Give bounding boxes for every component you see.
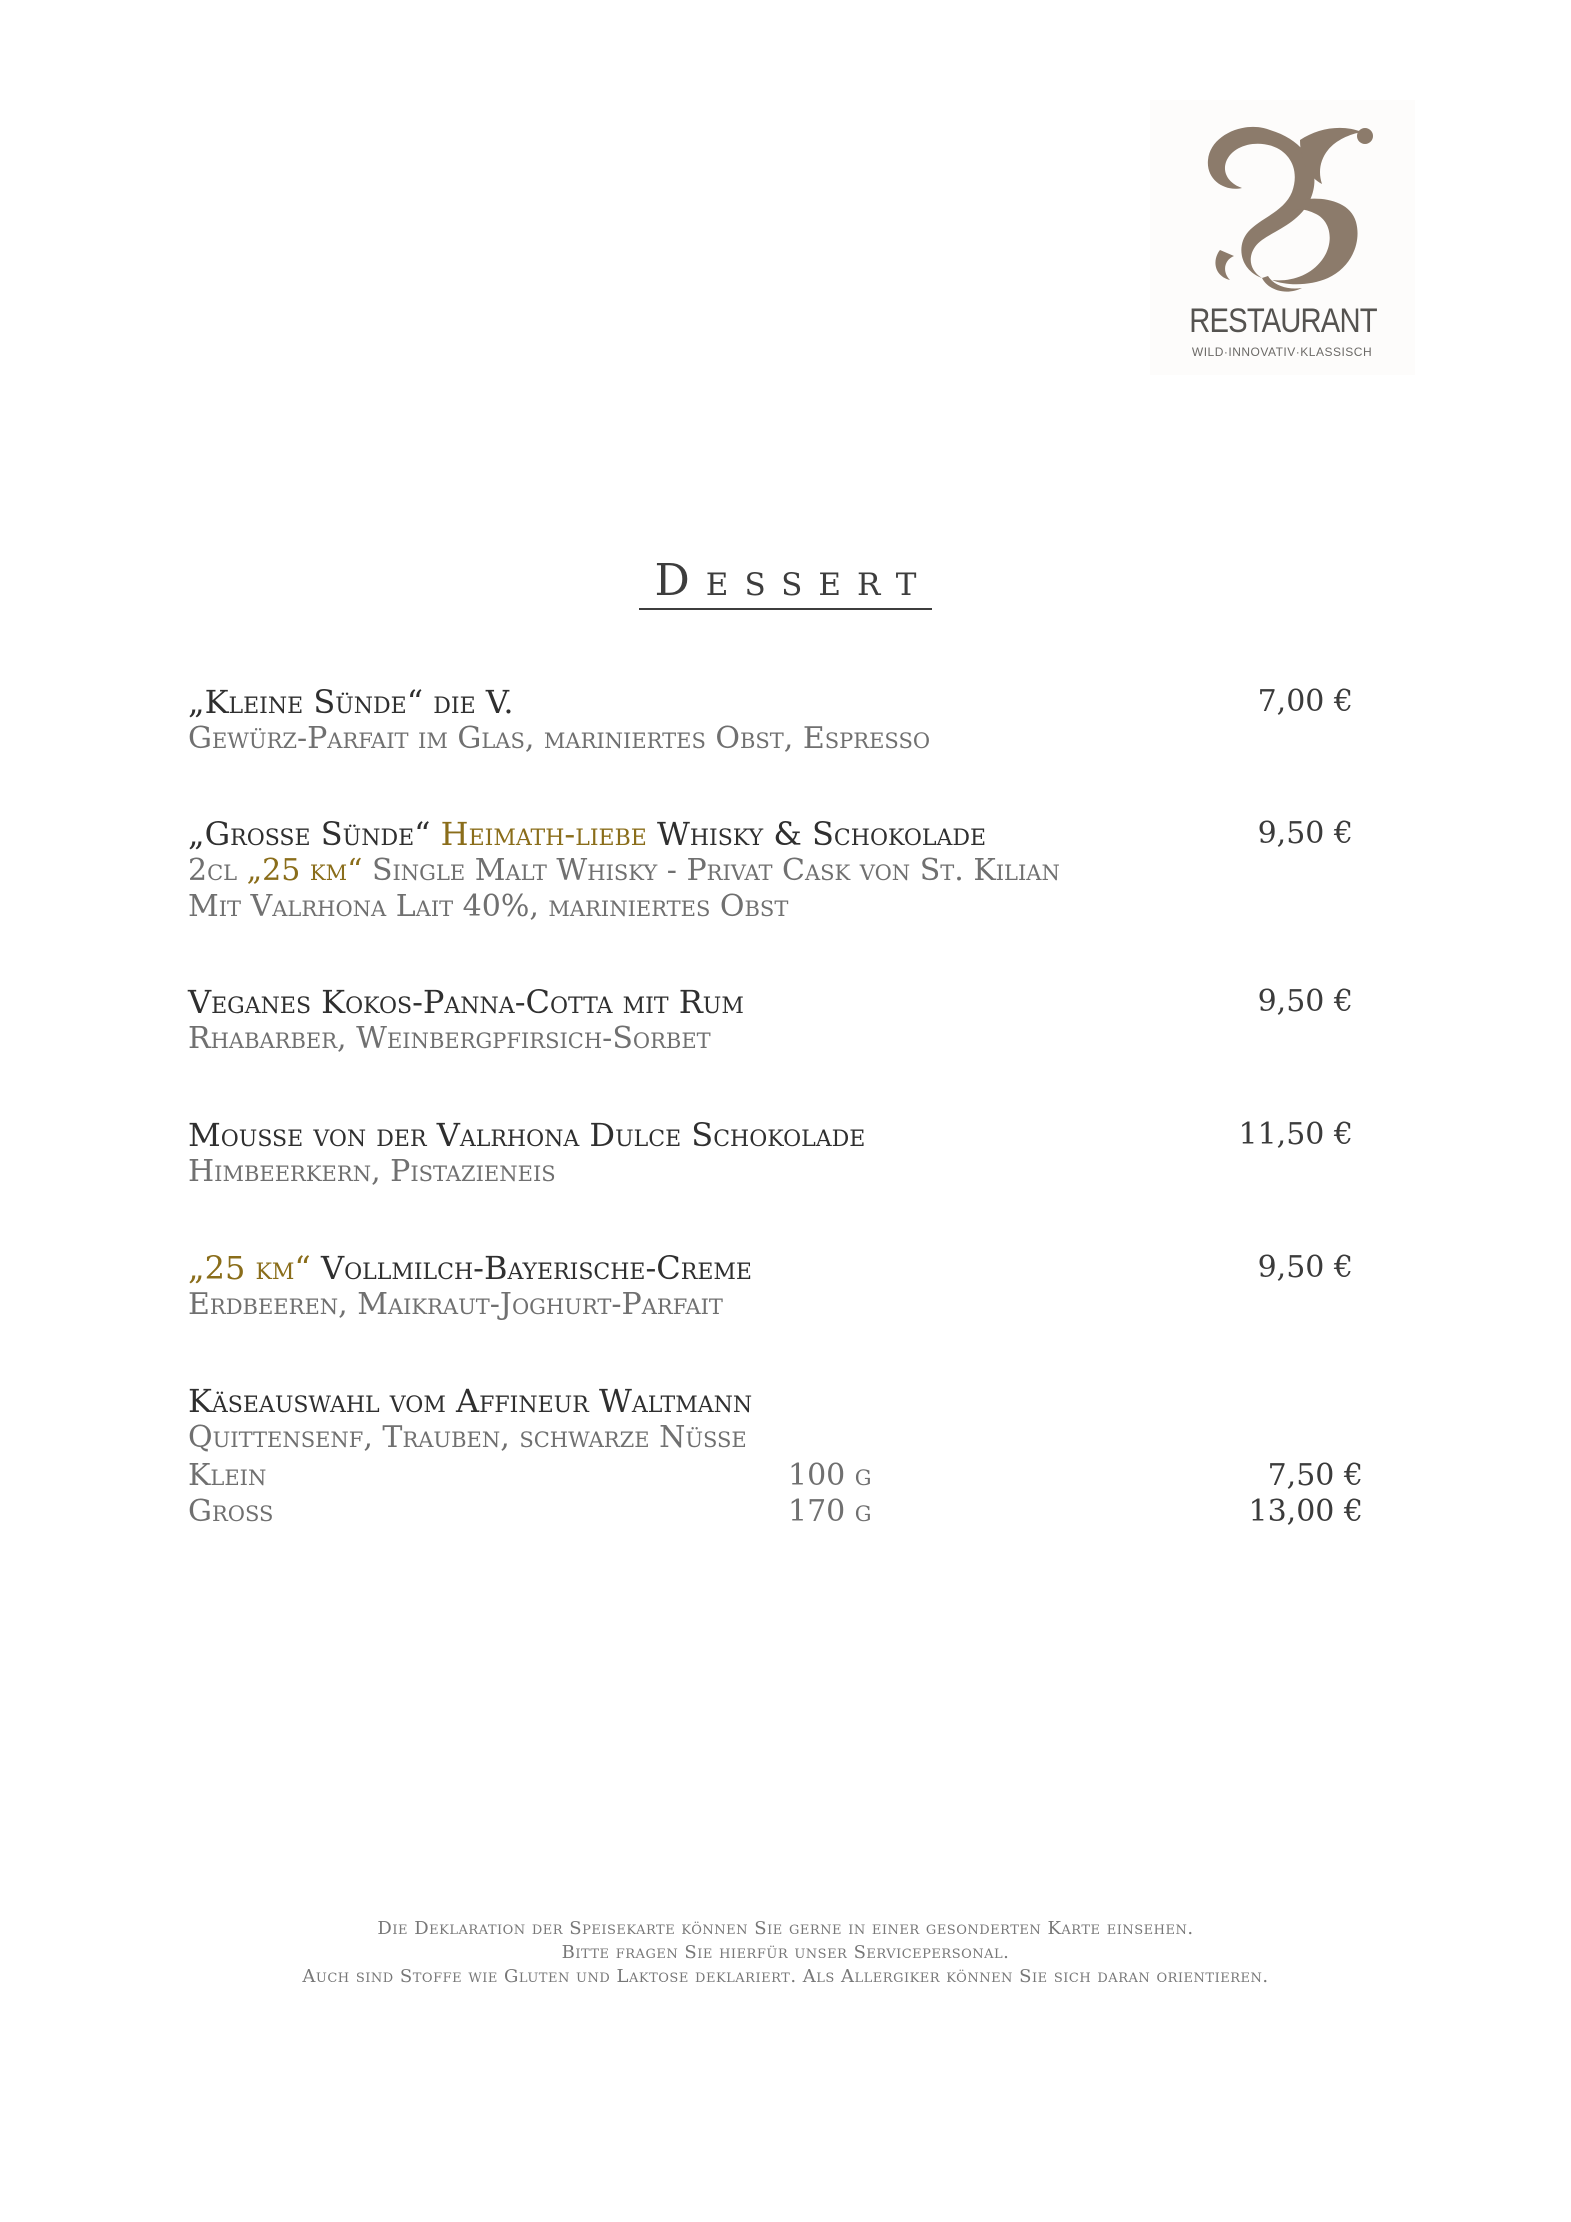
- menu-item-name-part: „Grosse Sünde“: [188, 815, 441, 853]
- menu-item-name-part: Vollmilch-Bayerische-Creme: [310, 1249, 752, 1287]
- menu-item-description: [188, 853, 1368, 889]
- size-label: Klein: [188, 1458, 267, 1493]
- menu-item-desc-part: Single Malt Whisky - Privat Cask von St. Kilian: [362, 853, 1060, 888]
- menu-item-description: Gewürz-Parfait im Glas, mariniertes Obst, Espresso: [188, 721, 931, 756]
- menu-item: [188, 815, 1368, 925]
- page-title: [0, 555, 1571, 606]
- menu-item-name: Mousse von der Valrhona Dulce Schokolade: [188, 1116, 866, 1154]
- menu-item-description: Rhabarber, Weinbergpfirsich-Sorbet: [188, 1021, 711, 1056]
- menu-item-description: Quittensenf, Trauben, schwarze Nüsse: [188, 1420, 747, 1455]
- menu-item: [188, 683, 1368, 757]
- menu-item-price: 9,50 €: [1257, 984, 1353, 1019]
- menu-item-name-part: Whisky & Schokolade: [646, 815, 987, 853]
- size-price: 7,50 €: [1267, 1458, 1363, 1493]
- ornate-letter-h-logo-icon: [1150, 100, 1415, 300]
- menu-item: [188, 1116, 1368, 1190]
- menu-item-name-highlight: Heimath-liebe: [440, 815, 647, 853]
- menu-item-price: 11,50 €: [1238, 1117, 1353, 1152]
- logo-wordmark: RESTAURANT: [1189, 302, 1377, 340]
- menu-item-name: Veganes Kokos-Panna-Cotta mit Rum: [188, 983, 744, 1021]
- menu-item-desc-part: 2cl: [188, 853, 247, 888]
- restaurant-logo: [1150, 100, 1415, 375]
- menu-item-description: Himbeerkern, Pistazieneis: [188, 1154, 556, 1189]
- menu-item-name: „Kleine Sünde“ die V.: [188, 683, 514, 721]
- page-title-text: Dessert: [639, 555, 933, 610]
- menu-item-price: 9,50 €: [1257, 816, 1353, 851]
- menu-item-name: [188, 815, 1368, 853]
- footer-line: Auch sind Stoffe wie Gluten und Laktose deklariert. Als Allergiker können Sie sich daran orientieren.: [302, 1966, 1269, 1987]
- size-option-row: [188, 1494, 1368, 1530]
- allergen-footer: [0, 1917, 1571, 1989]
- menu-item-description: Mit Valrhona Lait 40%, mariniertes Obst: [188, 889, 789, 924]
- menu-item-desc-highlight: „25 km“: [246, 853, 363, 888]
- size-option-row: [188, 1458, 1368, 1494]
- size-weight: 170 g: [788, 1494, 872, 1529]
- menu-item-name: [188, 1249, 1368, 1287]
- menu-item-name: Käseauswahl vom Affineur Waltmann: [188, 1382, 753, 1420]
- menu-item-price: 9,50 €: [1257, 1250, 1353, 1285]
- footer-line: Die Deklaration der Speisekarte können Sie gerne in einer gesonderten Karte einsehen.: [377, 1918, 1194, 1939]
- size-price: 13,00 €: [1248, 1494, 1363, 1529]
- menu-item-price: 7,00 €: [1257, 684, 1353, 719]
- footer-line: Bitte fragen Sie hierfür unser Servicepersonal.: [561, 1942, 1010, 1963]
- logo-tagline: WILD·INNOVATIV·KLASSISCH: [1191, 345, 1373, 359]
- menu-item: [188, 1382, 1368, 1530]
- menu-item-description: Erdbeeren, Maikraut-Joghurt-Parfait: [188, 1287, 723, 1322]
- size-label: Gross: [188, 1494, 274, 1529]
- size-weight: 100 g: [788, 1458, 872, 1493]
- menu-item-name-highlight: „25 km“: [188, 1249, 311, 1287]
- menu-item: [188, 983, 1368, 1057]
- menu-item: [188, 1249, 1368, 1323]
